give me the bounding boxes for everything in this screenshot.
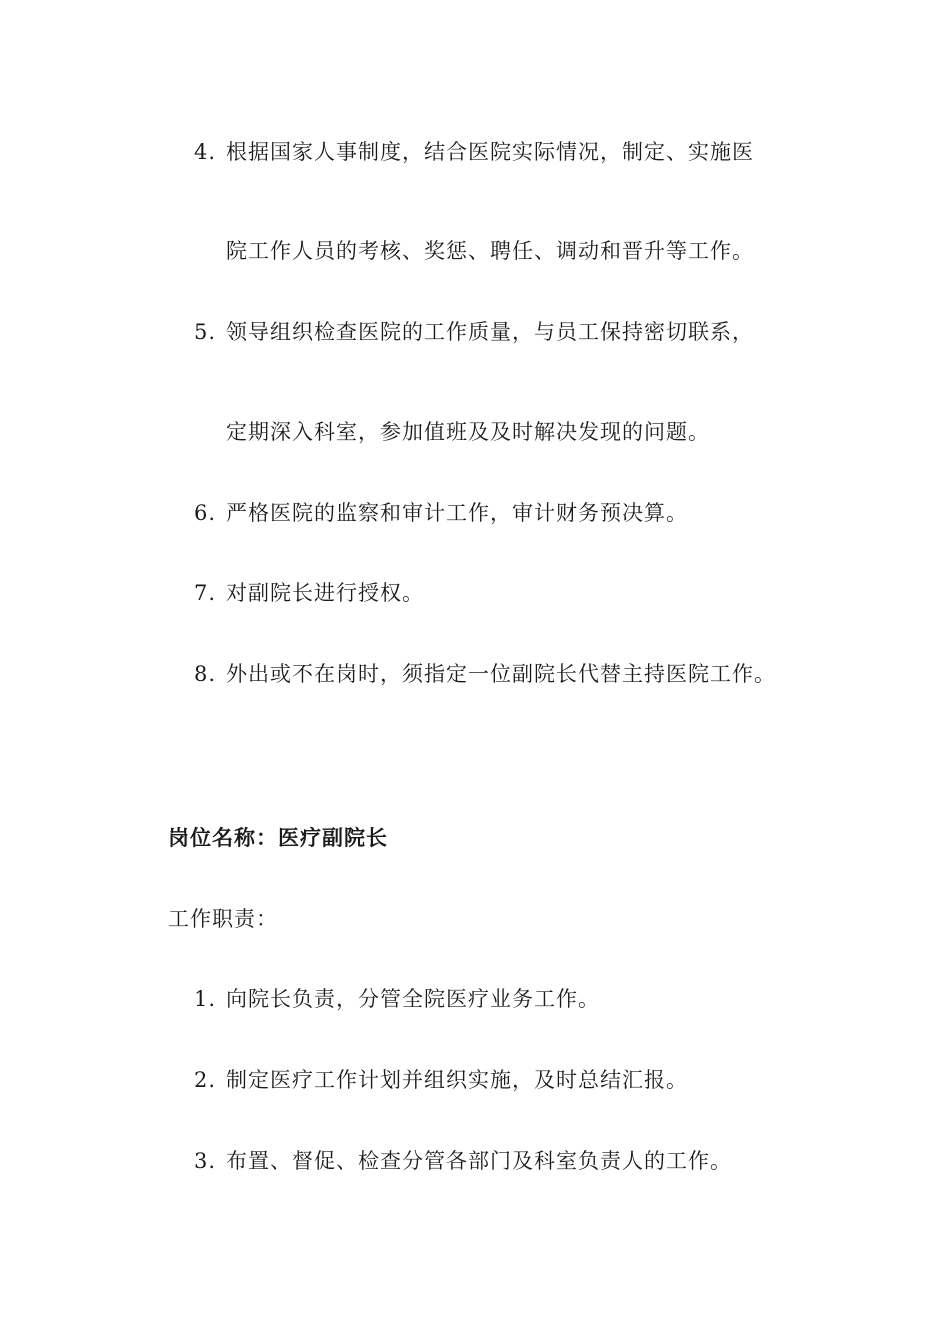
list-item-text: 严格医院的监察和审计工作，审计财务预决算。 [226, 501, 688, 525]
list-item-text: 根据国家人事制度，结合医院实际情况，制定、实施医 [226, 140, 754, 164]
list-item-number: 8. [193, 662, 216, 686]
list-item-text: 制定医疗工作计划并组织实施，及时总结汇报。 [226, 1068, 688, 1092]
list-item-number: 6. [193, 501, 216, 525]
list-item-number: 5. [193, 320, 216, 344]
section-subtitle: 工作职责： [168, 907, 278, 931]
list-item-4-continuation: 院工作人员的考核、奖惩、聘任、调动和晋升等工作。 [226, 239, 754, 263]
list-item-number: 2. [193, 1068, 216, 1092]
list-item-number: 1. [193, 987, 216, 1011]
list-item-text: 布置、督促、检查分管各部门及科室负责人的工作。 [226, 1149, 732, 1173]
section-title: 岗位名称：医疗副院长 [168, 825, 388, 850]
list-item-number: 3. [193, 1149, 216, 1173]
list-item-number: 4. [193, 140, 216, 164]
list-item-text: 对副院长进行授权。 [226, 581, 424, 605]
list-item-text: 向院长负责，分管全院医疗业务工作。 [226, 987, 600, 1011]
list-item-number: 7. [193, 581, 216, 605]
list-item-text: 外出或不在岗时，须指定一位副院长代替主持医院工作。 [226, 662, 776, 686]
list-item-5-continuation: 定期深入科室，参加值班及及时解决发现的问题。 [226, 420, 710, 444]
list-item-text: 领导组织检查医院的工作质量，与员工保持密切联系， [226, 320, 754, 344]
